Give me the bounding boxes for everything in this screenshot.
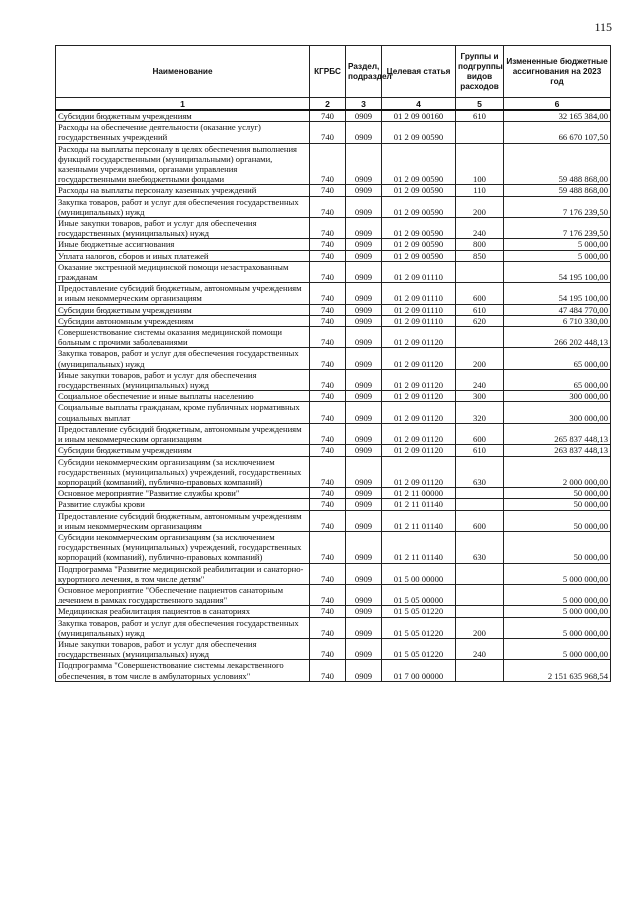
row-amount: 66 670 107,50 xyxy=(504,122,611,143)
row-group: 610 xyxy=(456,110,504,122)
row-amount: 59 488 868,00 xyxy=(504,143,611,185)
row-amount: 50 000,00 xyxy=(504,531,611,563)
row-amount: 5 000 000,00 xyxy=(504,584,611,605)
row-name: Предоставление субсидий бюджетным, автономным учреждениям и иным некоммерческим организациям xyxy=(56,283,310,304)
row-name: Расходы на выплаты персоналу казенных учреждений xyxy=(56,185,310,196)
row-section: 0909 xyxy=(346,488,382,499)
budget-table xyxy=(55,45,611,682)
page-number: 115 xyxy=(594,20,612,34)
row-group: 630 xyxy=(456,531,504,563)
row-kgrbs: 740 xyxy=(310,531,346,563)
row-group: 300 xyxy=(456,391,504,402)
row-group xyxy=(456,563,504,584)
row-target: 01 2 11 01140 xyxy=(382,510,456,531)
row-section: 0909 xyxy=(346,348,382,369)
row-target: 01 2 09 01120 xyxy=(382,423,456,444)
row-section: 0909 xyxy=(346,369,382,390)
row-group: 240 xyxy=(456,218,504,239)
row-section: 0909 xyxy=(346,617,382,638)
row-amount: 50 000,00 xyxy=(504,499,611,510)
row-target: 01 2 09 00590 xyxy=(382,196,456,217)
row-group xyxy=(456,327,504,348)
row-name: Субсидии автономным учреждениям xyxy=(56,315,310,326)
table-row xyxy=(56,391,611,402)
row-section: 0909 xyxy=(346,402,382,423)
row-kgrbs: 740 xyxy=(310,563,346,584)
row-kgrbs: 740 xyxy=(310,185,346,196)
table-row xyxy=(56,315,611,326)
row-amount: 54 195 100,00 xyxy=(504,261,611,282)
row-section: 0909 xyxy=(346,250,382,261)
table-row xyxy=(56,531,611,563)
row-amount: 5 000 000,00 xyxy=(504,563,611,584)
row-target: 01 2 09 01120 xyxy=(382,327,456,348)
row-section: 0909 xyxy=(346,445,382,456)
row-group: 610 xyxy=(456,445,504,456)
header-group: Группы и подгруппы видов расходов xyxy=(456,46,504,98)
row-kgrbs: 740 xyxy=(310,348,346,369)
row-name: Развитие службы крови xyxy=(56,499,310,510)
row-kgrbs: 740 xyxy=(310,196,346,217)
row-amount: 47 484 770,00 xyxy=(504,304,611,315)
row-section: 0909 xyxy=(346,283,382,304)
row-section: 0909 xyxy=(346,499,382,510)
row-name: Расходы на выплаты персоналу в целях обеспечения выполнения функций государственными (муниципальными) органами, казенными учреждениями, органами управления государственными внебюджетными фондами xyxy=(56,143,310,185)
row-kgrbs: 740 xyxy=(310,402,346,423)
table-row xyxy=(56,239,611,250)
row-section: 0909 xyxy=(346,143,382,185)
row-section: 0909 xyxy=(346,315,382,326)
row-section: 0909 xyxy=(346,584,382,605)
row-amount: 7 176 239,50 xyxy=(504,196,611,217)
row-group: 600 xyxy=(456,510,504,531)
row-target: 01 2 09 01110 xyxy=(382,315,456,326)
row-name: Предоставление субсидий бюджетным, автономным учреждениям и иным некоммерческим организациям xyxy=(56,423,310,444)
row-name: Субсидии некоммерческим организациям (за исключением государственных (муниципальных) учреждений, государственных корпораций (компаний), публично-правовых компаний) xyxy=(56,456,310,488)
header-kgrbs: КГРБС xyxy=(310,46,346,98)
row-kgrbs: 740 xyxy=(310,304,346,315)
row-name: Иные бюджетные ассигнования xyxy=(56,239,310,250)
table-row xyxy=(56,660,611,681)
row-name: Уплата налогов, сборов и иных платежей xyxy=(56,250,310,261)
row-kgrbs: 740 xyxy=(310,283,346,304)
row-name: Субсидии некоммерческим организациям (за исключением государственных (муниципальных) учреждений, государственных корпораций (компаний), публично-правовых компаний) xyxy=(56,531,310,563)
row-section: 0909 xyxy=(346,510,382,531)
row-section: 0909 xyxy=(346,638,382,659)
table-row xyxy=(56,143,611,185)
row-amount: 263 837 448,13 xyxy=(504,445,611,456)
row-kgrbs: 740 xyxy=(310,617,346,638)
row-target: 01 2 11 01140 xyxy=(382,499,456,510)
table-row xyxy=(56,445,611,456)
row-amount: 32 165 384,00 xyxy=(504,110,611,122)
row-name: Закупка товаров, работ и услуг для обеспечения государственных (муниципальных) нужд xyxy=(56,196,310,217)
row-kgrbs: 740 xyxy=(310,250,346,261)
row-name: Иные закупки товаров, работ и услуг для обеспечения государственных (муниципальных) нужд xyxy=(56,369,310,390)
row-section: 0909 xyxy=(346,327,382,348)
row-target: 01 2 09 01120 xyxy=(382,402,456,423)
row-amount: 7 176 239,50 xyxy=(504,218,611,239)
row-name: Подпрограмма "Развитие медицинской реабилитации и санаторно-курортного лечения, в том числе детям" xyxy=(56,563,310,584)
row-name: Социальные выплаты гражданам, кроме публичных нормативных социальных выплат xyxy=(56,402,310,423)
row-name: Расходы на обеспечение деятельности (оказание услуг) государственных учреждений xyxy=(56,122,310,143)
row-kgrbs: 740 xyxy=(310,239,346,250)
row-section: 0909 xyxy=(346,606,382,617)
row-amount: 65 000,00 xyxy=(504,369,611,390)
table-row xyxy=(56,261,611,282)
header-target: Целевая статья xyxy=(382,46,456,98)
row-kgrbs: 740 xyxy=(310,369,346,390)
row-kgrbs: 740 xyxy=(310,510,346,531)
row-section: 0909 xyxy=(346,218,382,239)
row-group xyxy=(456,606,504,617)
row-group: 610 xyxy=(456,304,504,315)
row-kgrbs: 740 xyxy=(310,423,346,444)
row-section: 0909 xyxy=(346,185,382,196)
row-amount: 54 195 100,00 xyxy=(504,283,611,304)
column-number: 2 xyxy=(310,98,346,111)
header-section: Раздел, подраздел xyxy=(346,46,382,98)
table-row xyxy=(56,617,611,638)
row-group: 240 xyxy=(456,638,504,659)
row-target: 01 2 11 01140 xyxy=(382,531,456,563)
table-row xyxy=(56,327,611,348)
row-target: 01 2 09 01120 xyxy=(382,369,456,390)
row-kgrbs: 740 xyxy=(310,606,346,617)
row-amount: 265 837 448,13 xyxy=(504,423,611,444)
row-name: Субсидии бюджетным учреждениям xyxy=(56,304,310,315)
row-name: Социальное обеспечение и иные выплаты населению xyxy=(56,391,310,402)
row-kgrbs: 740 xyxy=(310,488,346,499)
row-group: 100 xyxy=(456,143,504,185)
table-row xyxy=(56,122,611,143)
row-name: Основное мероприятие "Обеспечение пациентов санаторным лечением в рамках государственного задания" xyxy=(56,584,310,605)
row-group xyxy=(456,122,504,143)
row-target: 01 2 11 00000 xyxy=(382,488,456,499)
row-name: Субсидии бюджетным учреждениям xyxy=(56,445,310,456)
row-kgrbs: 740 xyxy=(310,315,346,326)
row-target: 01 2 09 01120 xyxy=(382,391,456,402)
row-kgrbs: 740 xyxy=(310,638,346,659)
row-name: Иные закупки товаров, работ и услуг для обеспечения государственных (муниципальных) нужд xyxy=(56,638,310,659)
row-name: Предоставление субсидий бюджетным, автономным учреждениям и иным некоммерческим организациям xyxy=(56,510,310,531)
table-row xyxy=(56,423,611,444)
row-group: 110 xyxy=(456,185,504,196)
row-target: 01 2 09 00590 xyxy=(382,122,456,143)
row-section: 0909 xyxy=(346,261,382,282)
row-kgrbs: 740 xyxy=(310,499,346,510)
row-target: 01 2 09 01110 xyxy=(382,283,456,304)
row-group: 630 xyxy=(456,456,504,488)
row-kgrbs: 740 xyxy=(310,218,346,239)
row-target: 01 2 09 00590 xyxy=(382,250,456,261)
table-row xyxy=(56,369,611,390)
row-section: 0909 xyxy=(346,423,382,444)
header-amount: Измененные бюджетные ассигнования на 2023 год xyxy=(504,46,611,98)
row-name: Закупка товаров, работ и услуг для обеспечения государственных (муниципальных) нужд xyxy=(56,348,310,369)
row-section: 0909 xyxy=(346,563,382,584)
row-amount: 5 000 000,00 xyxy=(504,606,611,617)
row-section: 0909 xyxy=(346,196,382,217)
row-target: 01 2 09 01110 xyxy=(382,261,456,282)
row-kgrbs: 740 xyxy=(310,391,346,402)
table-row xyxy=(56,304,611,315)
row-target: 01 5 05 01220 xyxy=(382,617,456,638)
row-name: Иные закупки товаров, работ и услуг для обеспечения государственных (муниципальных) нужд xyxy=(56,218,310,239)
column-number-row xyxy=(56,98,611,111)
row-section: 0909 xyxy=(346,660,382,681)
row-amount: 2 151 635 968,54 xyxy=(504,660,611,681)
table-row xyxy=(56,110,611,122)
row-amount: 5 000,00 xyxy=(504,239,611,250)
row-group: 800 xyxy=(456,239,504,250)
column-number: 6 xyxy=(504,98,611,111)
row-target: 01 2 09 01120 xyxy=(382,456,456,488)
table-row xyxy=(56,456,611,488)
row-group xyxy=(456,584,504,605)
row-kgrbs: 740 xyxy=(310,261,346,282)
table-row xyxy=(56,283,611,304)
row-target: 01 2 09 00590 xyxy=(382,185,456,196)
row-amount: 2 000 000,00 xyxy=(504,456,611,488)
table-row xyxy=(56,402,611,423)
row-section: 0909 xyxy=(346,122,382,143)
row-group: 850 xyxy=(456,250,504,261)
row-group: 320 xyxy=(456,402,504,423)
row-section: 0909 xyxy=(346,239,382,250)
row-target: 01 5 05 01220 xyxy=(382,606,456,617)
row-group xyxy=(456,660,504,681)
row-kgrbs: 740 xyxy=(310,445,346,456)
row-name: Основное мероприятие "Развитие службы крови" xyxy=(56,488,310,499)
row-amount: 59 488 868,00 xyxy=(504,185,611,196)
table-row xyxy=(56,510,611,531)
row-target: 01 2 09 00160 xyxy=(382,110,456,122)
table-row xyxy=(56,584,611,605)
row-group: 240 xyxy=(456,369,504,390)
row-amount: 5 000 000,00 xyxy=(504,638,611,659)
row-section: 0909 xyxy=(346,110,382,122)
table-row xyxy=(56,606,611,617)
column-number: 5 xyxy=(456,98,504,111)
row-kgrbs: 740 xyxy=(310,122,346,143)
row-section: 0909 xyxy=(346,531,382,563)
row-kgrbs: 740 xyxy=(310,110,346,122)
table-row xyxy=(56,250,611,261)
row-group: 620 xyxy=(456,315,504,326)
table-row xyxy=(56,563,611,584)
row-name: Оказание экстренной медицинской помощи незастрахованным гражданам xyxy=(56,261,310,282)
row-group: 200 xyxy=(456,196,504,217)
row-group: 600 xyxy=(456,423,504,444)
row-amount: 6 710 330,00 xyxy=(504,315,611,326)
row-target: 01 2 09 01120 xyxy=(382,445,456,456)
row-target: 01 2 09 01120 xyxy=(382,348,456,369)
header-name: Наименование xyxy=(56,46,310,98)
row-kgrbs: 740 xyxy=(310,456,346,488)
row-amount: 50 000,00 xyxy=(504,488,611,499)
row-amount: 300 000,00 xyxy=(504,402,611,423)
column-number: 4 xyxy=(382,98,456,111)
row-section: 0909 xyxy=(346,391,382,402)
row-amount: 5 000,00 xyxy=(504,250,611,261)
table-row xyxy=(56,196,611,217)
row-target: 01 2 09 00590 xyxy=(382,239,456,250)
row-target: 01 5 05 00000 xyxy=(382,584,456,605)
row-amount: 65 000,00 xyxy=(504,348,611,369)
row-name: Субсидии бюджетным учреждениям xyxy=(56,110,310,122)
column-number: 3 xyxy=(346,98,382,111)
row-target: 01 7 00 00000 xyxy=(382,660,456,681)
row-target: 01 2 09 00590 xyxy=(382,143,456,185)
table-header-row xyxy=(56,46,611,98)
table-row xyxy=(56,348,611,369)
row-target: 01 5 05 01220 xyxy=(382,638,456,659)
table-row xyxy=(56,488,611,499)
row-section: 0909 xyxy=(346,304,382,315)
table-row xyxy=(56,499,611,510)
table-row xyxy=(56,638,611,659)
table-row xyxy=(56,185,611,196)
row-name: Медицинская реабилитация пациентов в санаториях xyxy=(56,606,310,617)
row-group: 200 xyxy=(456,617,504,638)
row-group: 600 xyxy=(456,283,504,304)
row-target: 01 2 09 00590 xyxy=(382,218,456,239)
row-amount: 50 000,00 xyxy=(504,510,611,531)
column-number: 1 xyxy=(56,98,310,111)
row-name: Подпрограмма "Совершенствование системы лекарственного обеспечения, в том числе в амбулаторных условиях" xyxy=(56,660,310,681)
table-row xyxy=(56,218,611,239)
row-amount: 5 000 000,00 xyxy=(504,617,611,638)
row-target: 01 2 09 01110 xyxy=(382,304,456,315)
row-name: Закупка товаров, работ и услуг для обеспечения государственных (муниципальных) нужд xyxy=(56,617,310,638)
row-amount: 300 000,00 xyxy=(504,391,611,402)
row-group xyxy=(456,261,504,282)
row-kgrbs: 740 xyxy=(310,327,346,348)
row-name: Совершенствование системы оказания медицинской помощи больным с прочими заболеваниями xyxy=(56,327,310,348)
row-section: 0909 xyxy=(346,456,382,488)
row-group: 200 xyxy=(456,348,504,369)
row-group xyxy=(456,488,504,499)
row-amount: 266 202 448,13 xyxy=(504,327,611,348)
row-kgrbs: 740 xyxy=(310,143,346,185)
row-target: 01 5 00 00000 xyxy=(382,563,456,584)
row-kgrbs: 740 xyxy=(310,584,346,605)
row-group xyxy=(456,499,504,510)
row-kgrbs: 740 xyxy=(310,660,346,681)
